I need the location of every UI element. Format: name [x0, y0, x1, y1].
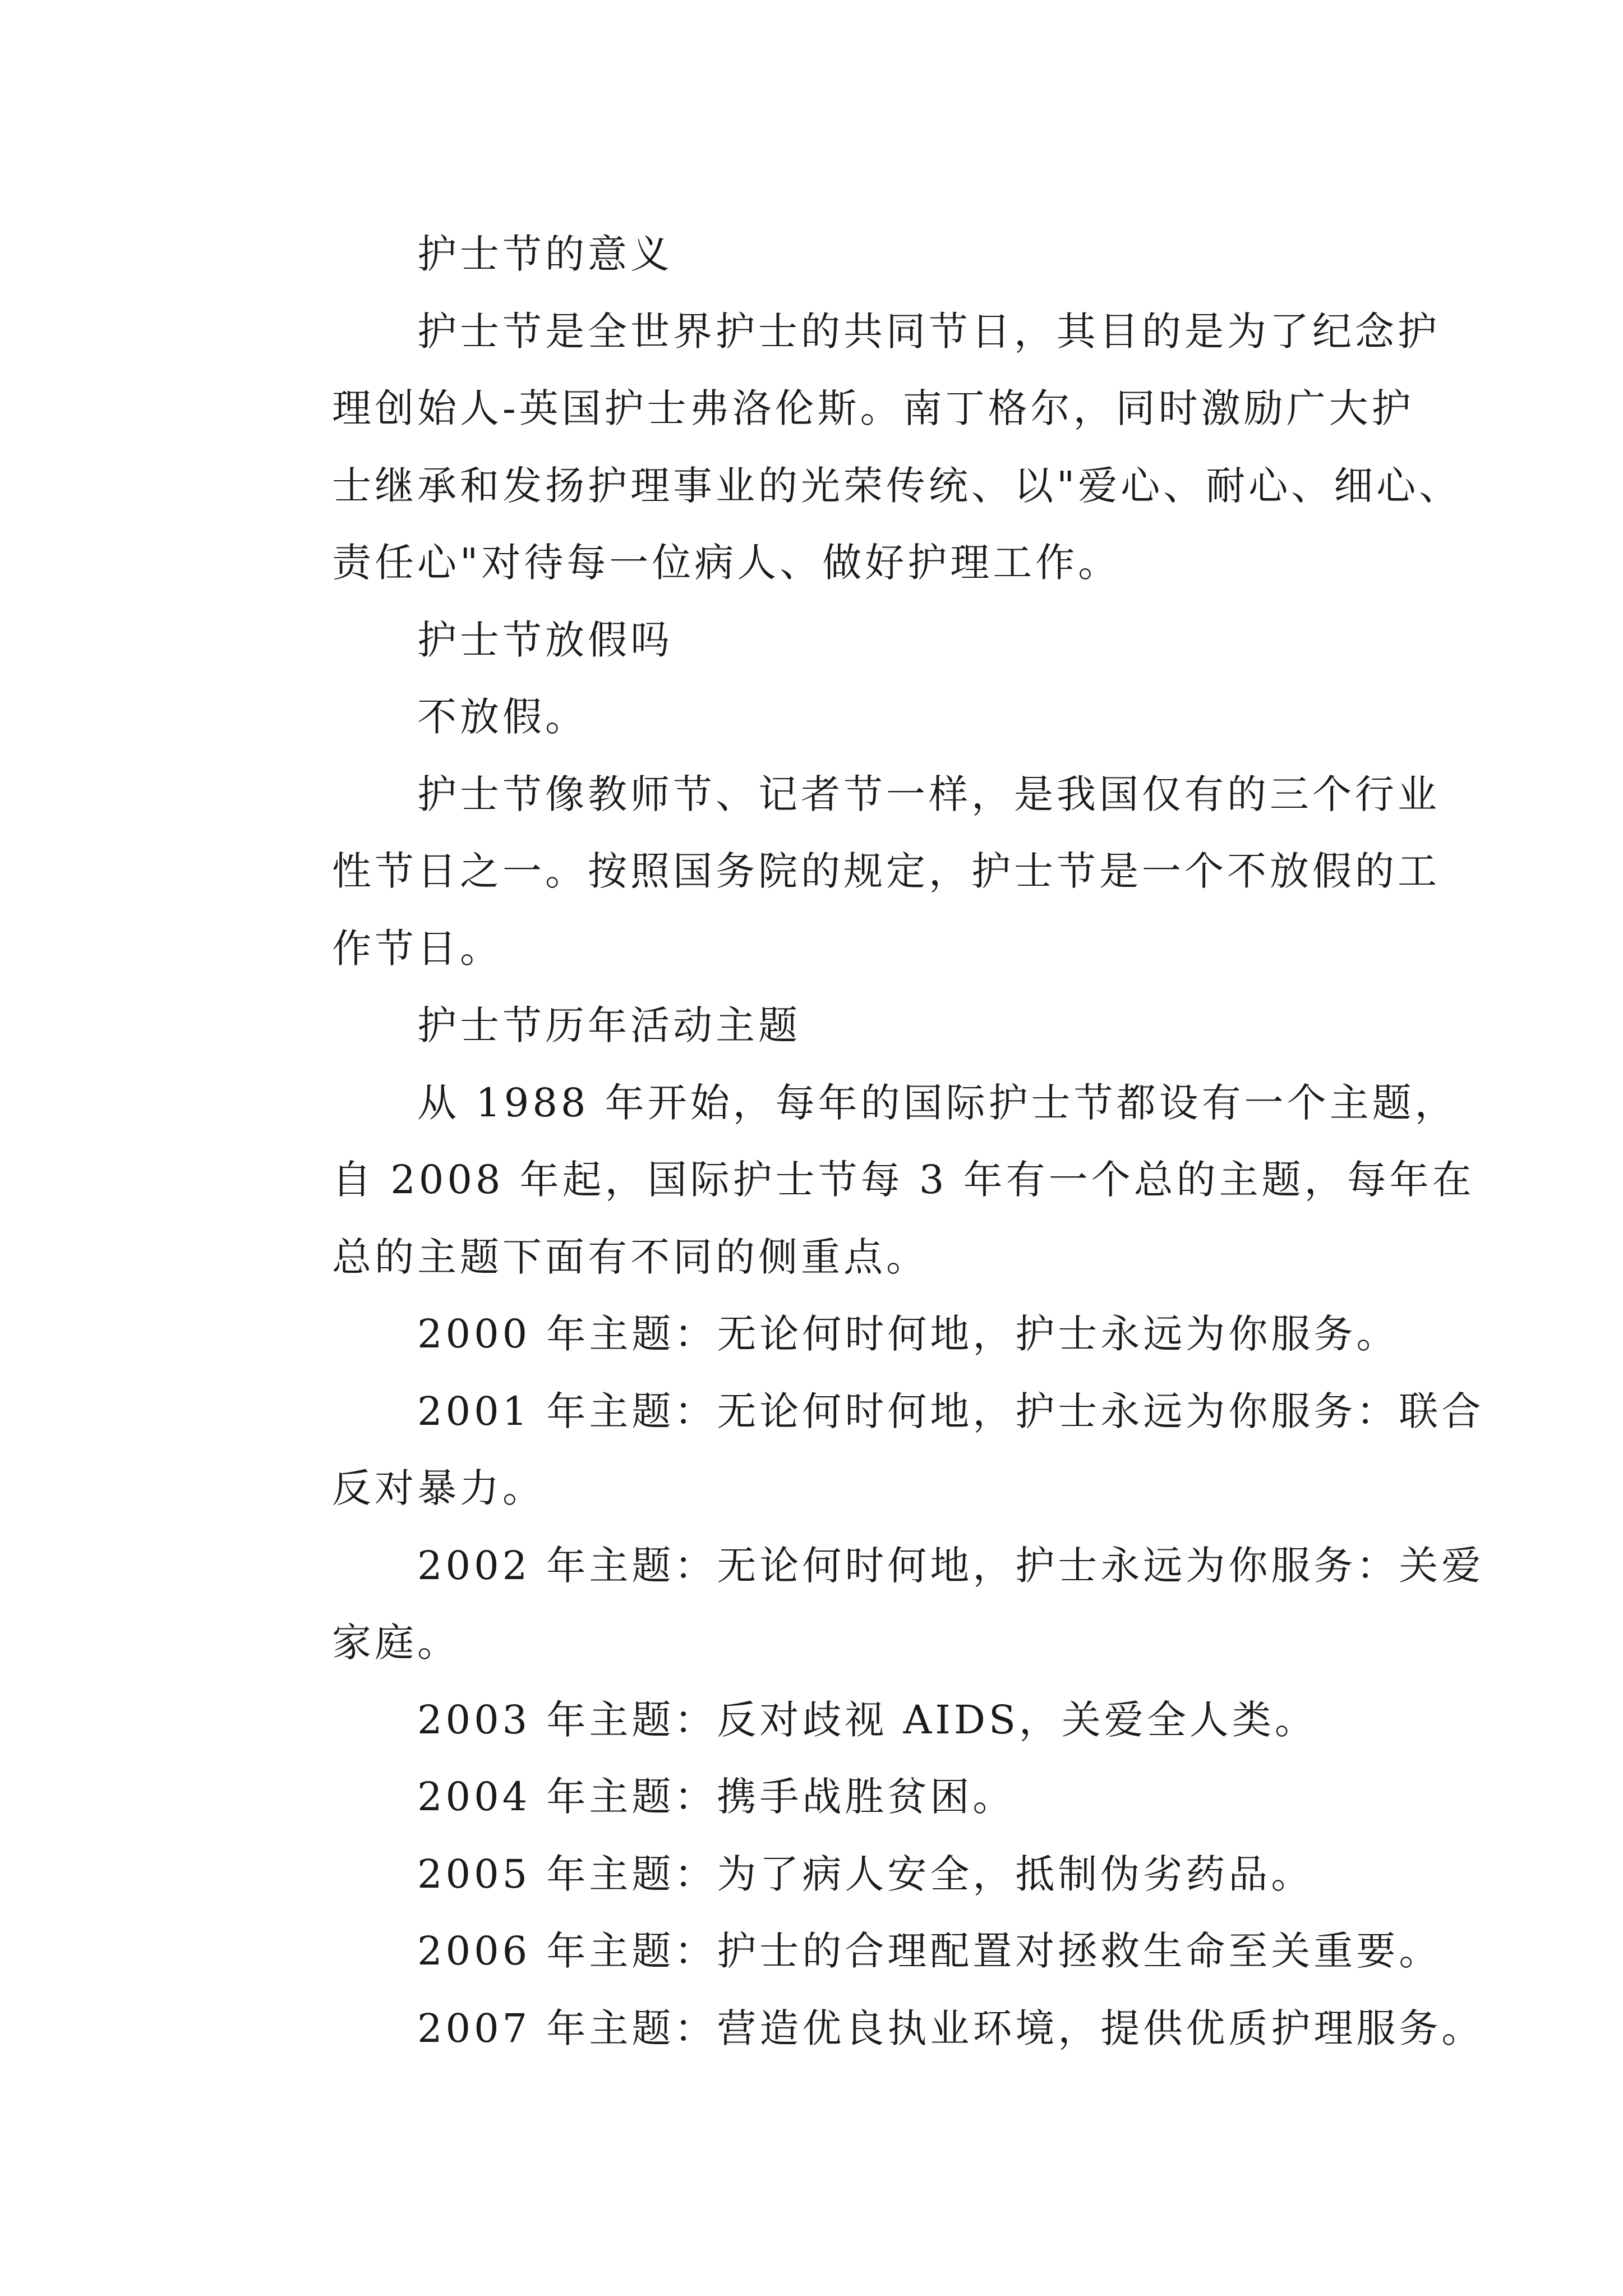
text-line: 性节日之一。按照国务院的规定，护士节是一个不放假的工: [332, 848, 1440, 894]
section-heading-holiday: [247, 602, 1413, 679]
text-line: 护士节放假吗: [417, 616, 673, 663]
theme-2002: [247, 1527, 1484, 1682]
section-heading-meaning: [247, 216, 1413, 293]
text-line: 护士节是全世界护士的共同节日，其目的是为了纪念护: [417, 308, 1440, 355]
text-line: 2007 年主题：营造优良执业环境，提供优质护理服务。: [417, 2005, 1484, 2051]
text-line: 2001 年主题：无论何时何地，护士永远为你服务：联合: [417, 1388, 1484, 1434]
text-line: 不放假。: [417, 694, 588, 740]
text-line: 家庭。: [332, 1619, 460, 1665]
text-line: 2006 年主题：护士的合理配置对拯救生命至关重要。: [417, 1928, 1442, 1974]
text-line: 反对暴力。: [332, 1465, 545, 1511]
theme-2000: [247, 1296, 1413, 1373]
theme-2005: [247, 1836, 1413, 1913]
text-line: 2000 年主题：无论何时何地，护士永远为你服务。: [417, 1311, 1399, 1357]
text-line: 护士节的意义: [417, 231, 673, 277]
theme-2003: [247, 1682, 1413, 1759]
text-line: 理创始人-英国护士弗洛伦斯。南丁格尔，同时激励广大护: [332, 385, 1414, 431]
text-line: 总的主题下面有不同的侧重点。: [332, 1234, 929, 1280]
text-line: 责任心"对待每一位病人、做好护理工作。: [332, 540, 1121, 586]
text-line: 护士节像教师节、记者节一样，是我国仅有的三个行业: [417, 771, 1440, 817]
text-line: 护士节历年活动主题: [417, 1002, 801, 1048]
text-line: 作节日。: [332, 925, 502, 972]
text-line: 士继承和发扬护理事业的光荣传统、以"爱心、耐心、细心、: [332, 462, 1462, 509]
theme-2007: [247, 1990, 1484, 2068]
paragraph-holiday-detail: [247, 756, 1440, 988]
theme-2004: [247, 1759, 1413, 1836]
text-line: 2005 年主题：为了病人安全，抵制伪劣药品。: [417, 1851, 1314, 1897]
theme-2001: [247, 1373, 1484, 1527]
text-line: 自 2008 年起，国际护士节每 3 年有一个总的主题，每年在: [332, 1157, 1475, 1203]
text-line: 2002 年主题：无论何时何地，护士永远为你服务：关爱: [417, 1542, 1484, 1589]
paragraph-meaning: [247, 293, 1462, 602]
text-line: 从 1988 年开始，每年的国际护士节都设有一个主题，: [417, 1079, 1458, 1126]
paragraph-no-holiday: [247, 679, 1413, 756]
document-body: [247, 216, 1484, 2067]
text-line: 2003 年主题：反对歧视 AIDS，关爱全人类。: [417, 1696, 1317, 1743]
text-line: 2004 年主题：携手战胜贫困。: [417, 1774, 1016, 1820]
section-heading-themes: [247, 987, 1413, 1065]
paragraph-themes-intro: [247, 1065, 1475, 1296]
theme-2006: [247, 1913, 1442, 1990]
